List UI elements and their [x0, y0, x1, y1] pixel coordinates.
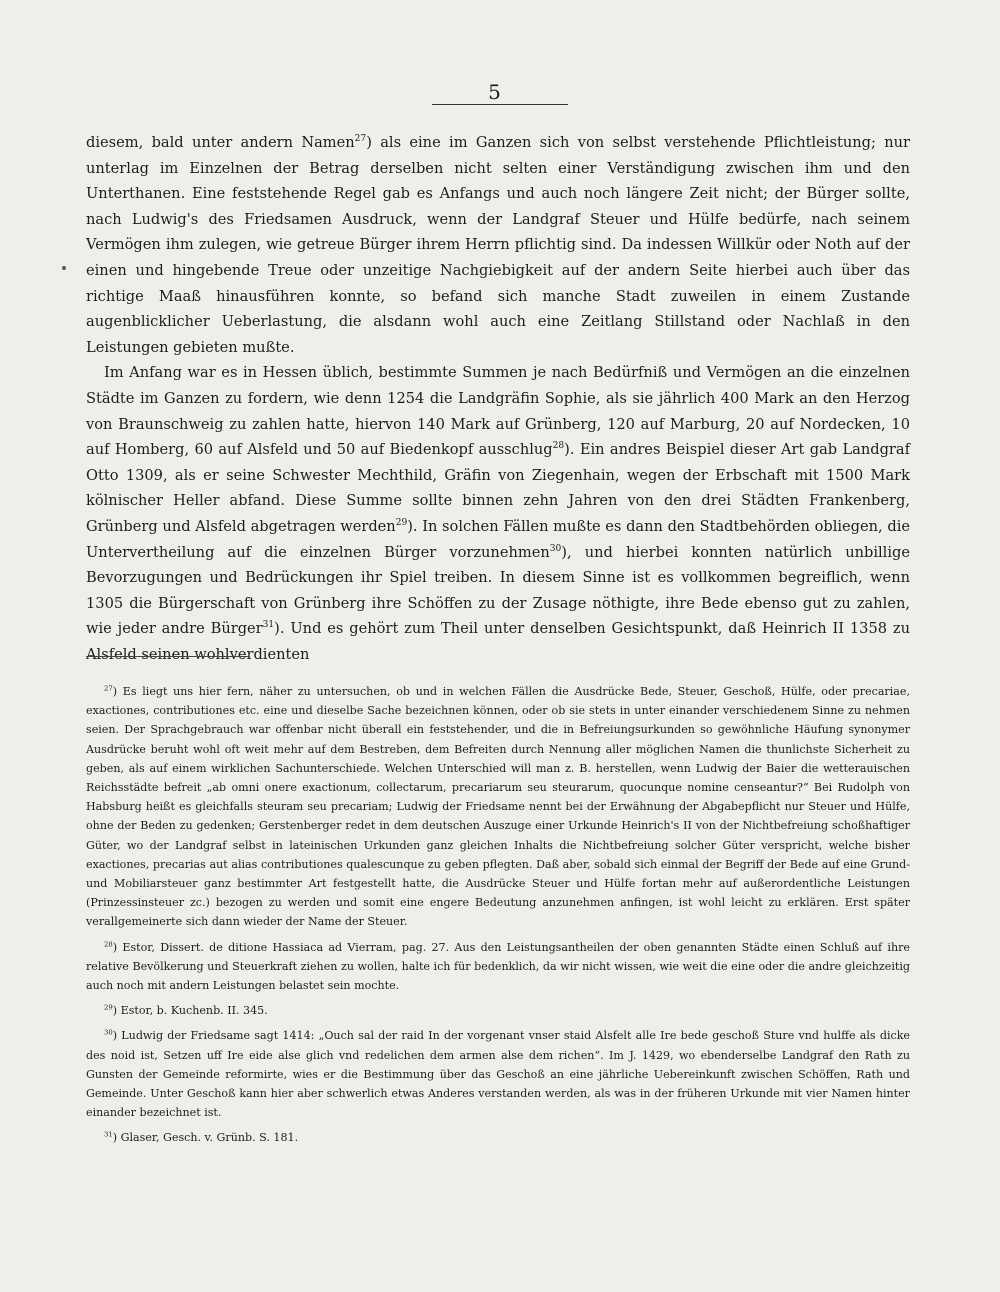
- text-run: diesem, bald unter andern Namen: [86, 134, 355, 151]
- footnote-ref: 30: [549, 543, 562, 554]
- body-paragraph: [86, 130, 910, 360]
- footnote-number: 31: [104, 1130, 113, 1139]
- footnote-number: 28: [104, 939, 113, 948]
- footnote-number: 29: [104, 1003, 113, 1012]
- footnote: [86, 938, 910, 996]
- body-paragraph: [86, 360, 910, 667]
- header-rule: [432, 104, 568, 105]
- margin-mark: [62, 266, 66, 270]
- footnote-text: ) Estor, b. Kuchenb. II. 345.: [112, 1004, 268, 1018]
- footnotes: [86, 682, 910, 1154]
- footnote-ref: 27: [354, 134, 367, 145]
- footnote: [86, 682, 910, 932]
- text-run: ). Ein andres Beispiel dieser Art gab Landgraf Otto 1309, als er seine Schwester Mechthild, Gräfin von Ziegenhain, wegen der Erbschaft mit 1500 Mark kölnischer Heller abfand. Diese Summe sollte binnen zehn Jahren von den drei Städten Frankenberg, Grünberg und Alsfeld abgetragen werden: [86, 441, 910, 535]
- footnote-text: ) Glaser, Gesch. v. Grünb. S. 181.: [112, 1131, 299, 1145]
- footnote-ref: 31: [262, 620, 275, 631]
- footnote-number: 27: [104, 684, 113, 693]
- text-run: Im Anfang war es in Hessen üblich, bestimmte Summen je nach Bedürfniß und Vermögen an die einzelnen Städte im Ganzen zu fordern, wie denn 1254 die Landgräfin Sophie, als sie jährlich 400 Mark an den Herzog von Braunschweig zu zahlen hatte, hiervon 140 Mark auf Grünberg, 120 auf Marburg, 20 auf Nordecken, 10 auf Homberg, 60 auf Alsfeld und 50 auf Biedenkopf ausschlug: [86, 364, 910, 459]
- page-number: 5: [488, 80, 502, 104]
- text-run: ). Und es gehört zum Theil unter denselben Gesichtspunkt, daß Heinrich II 1358 zu Alsfeld seinen wohlverdienten: [86, 620, 910, 663]
- footnote-number: 30: [104, 1028, 113, 1037]
- footnote: [86, 1026, 910, 1122]
- footnote-ref: 28: [552, 441, 565, 452]
- text-run: ). In solchen Fällen mußte es dann den Stadtbehörden obliegen, die Untervertheilung auf die einzelnen Bürger vorzunehmen: [86, 517, 910, 561]
- footnote-rule: [86, 656, 250, 657]
- text-run: ), und hierbei konnten natürlich unbillige Bevorzugungen und Bedrückungen ihr Spiel treiben. In diesem Sinne ist es vollkommen begreiflich, wenn 1305 die Bürgerschaft von Grünberg ihre Schöffen zu der Zusage nöthigte, ihre Bede ebenso gut zu zahlen, wie jeder andre Bürger: [86, 543, 910, 638]
- footnote-text: ) Ludwig der Friedsame sagt 1414: „Ouch sal der raid In der vorgenant vnser staid Alsfelt alle Ire bede geschoß Sture vnd hulffe als dicke des noid ist, Setzen uff Ire eide alse glich vnd redelichen dem armen alse dem richen“. Im J. 1429, wo ebenderselbe Landgraf den Rath zu Gunsten der Gemeinde reformirte, wies er die Bestimmung über das Geschoß an eine jährliche Uebereinkunft zwischen Schöffen, Rath und Gemeinde. Unter Geschoß kann hier aber schwerlich etwas Anderes verstanden werden, als was in der früheren Urkunde mit vier Namen hinter einander bezeichnet ist.: [86, 1029, 910, 1120]
- text-run: ) als eine im Ganzen sich von selbst verstehende Pflichtleistung; nur unterlag im Einzelnen der Betrag derselben nicht selten einer Verständigung zwischen ihm und den Unterthanen. Eine feststehende Regel gab es Anfangs und auch noch längere Zeit nicht; der Bürger sollte, nach Ludwig's des Friedsamen Ausdruck, wenn der Landgraf Steuer und Hülfe bedürfe, nach seinem Vermögen ihm zulegen, wie getreue Bürger ihrem Herrn pflichtig sind. Da indessen Willkür oder Noth auf der einen und hingebende Treue oder unzeitige Nachgiebigkeit auf der andern Seite hierbei auch über das richtige Maaß hinausführen konnte, so befand sich manche Stadt zuweilen in einem Zustande augenblicklicher Ueberlastung, die alsdann wohl auch eine Zeitlang Stillstand oder Nachlaß in den Leistungen gebieten mußte.: [86, 134, 910, 356]
- footnote-text: ) Estor, Dissert. de ditione Hassiaca ad Vierram, pag. 27. Aus den Leistungsantheilen der oben genannten Städte einen Schluß auf ihre relative Bevölkerung und Steuerkraft ziehen zu wollen, halte ich für bedenklich, da wir nicht wissen, wie weit die eine oder die andre gleichzeitig auch noch mit andern Leistungen belastet sein mochte.: [86, 940, 910, 993]
- footnote-text: ) Es liegt uns hier fern, näher zu untersuchen, ob und in welchen Fällen die Ausdrücke Bede, Steuer, Geschoß, Hülfe, oder precariae, exactiones, contributiones etc. eine und dieselbe Sache bezeichnen können, oder ob sie stets in unter einander verschiedenem Sinne zu nehmen seien. Der Sprachgebrauch war offenbar nicht überall ein feststehender, und die in Befreiungsurkunden so gewöhnliche Häufung synonymer Ausdrücke beruht wohl oft weit mehr auf dem Bestreben, dem Befreiten durch Nennung aller möglichen Namen die thunlichste Sicherheit zu geben, als auf einem wirklichen Sachunterschiede. Welchen Unterschied will man z. B. herstellen, wenn Ludwig der Baier die wetterauischen Reichsstädte befreit „ab omni onere exactionum, collectarum, precariarum seu steurarum, quocunque nomine censeantur?“ Bei Rudolph von Habsburg heißt es gleichfalls steuram seu precariam; Ludwig der Friedsame nennt bei der Erwähnung der Abgabepflicht nur Steuer und Hülfe, ohne der Beden zu gedenken; Gerstenberger redet in dem deutschen Auszuge einer Urkunde Heinrich's II von der Nichtbefreiung schoßhaftiger Güter, wo der Landgraf selbst in lateinischen Urkunden ganz gleichen Inhalts die Nichtbefreiung solcher Güter verspricht, welche bisher exactiones, precarias aut alias contributiones qualescunque zu geben pflegten. Daß aber, sobald sich einmal der Begriff der Bede auf eine Grund- und Mobiliarsteuer ganz bestimmter Art festgestellt hatte, die Ausdrücke Steuer und Hülfe fortan mehr auf außerordentliche Leistungen (Prinzessinsteuer zc.) bezogen zu werden und somit eine engere Bedeutung anzunehmen anfingen, ist wohl leicht zu erklären. Erst später verallgemeinerte sich dann wieder der Name der Steuer.: [86, 685, 910, 929]
- footnote-ref: 29: [395, 518, 408, 529]
- footnote: [86, 1001, 910, 1020]
- footnote: [86, 1128, 910, 1147]
- body-text: [86, 130, 910, 667]
